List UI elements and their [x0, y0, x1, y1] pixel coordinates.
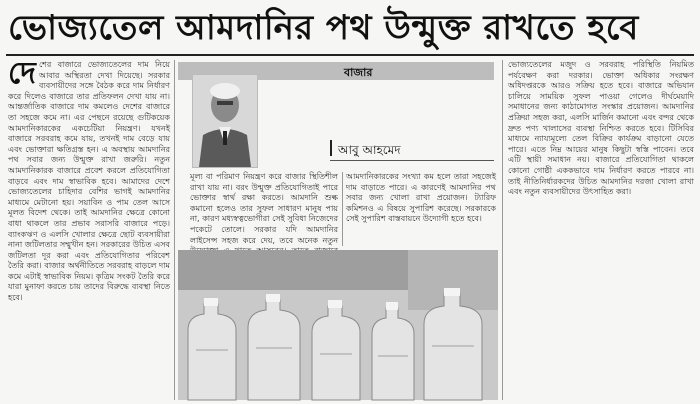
byline-rule [330, 160, 494, 161]
article-column-2 [190, 172, 338, 246]
column-divider [174, 60, 175, 400]
byline-bar [330, 140, 332, 156]
author-portrait [192, 74, 258, 168]
headline-rule [6, 54, 694, 56]
column-divider [502, 60, 503, 400]
bottles-icon [178, 250, 498, 400]
article-column-4 [508, 60, 694, 400]
article-column-3 [346, 172, 496, 246]
dropcap: দে [8, 56, 36, 91]
headline: ভোজ্যতেল আমদানির পথ উন্মুক্ত রাখতে হবে [8, 8, 639, 48]
column-3-text: আমদানিকারকের সংখ্যা কম হলে তারা সহজেই দাম বাড়াতে পারে। এ কারণেই আমদানির পথ সবার জন্য খোলা রাখা প্রয়োজন। ট্যারিফ কমিশনও এ বিষয়ে সুপারিশ করেছে। সরকারকে সেই সুপারিশ বাস্তবায়নে উদ্যোগী হতে হবে। [346, 172, 496, 224]
column-2-text: মূল্য বা পরিমাণ নিয়ন্ত্রণ করে বাজার স্থিতিশীল রাখা যায় না। বরং উন্মুক্ত প্রতিযোগিতাই পারে ভোক্তার স্বার্থ রক্ষা করতে। আমদানি শুল্ক কমানো হলেও তার সুফল সাধারণ মানুষ পায় না, কারণ মধ্যস্বত্বভোগীরা সেই সুবিধা নিজেদের পকেটে তোলে। সরকার যদি আমদানির লাইসেন্স সহজ করে দেয়, তবে অনেক নতুন [190, 172, 338, 245]
section-label: বাজার [344, 66, 373, 79]
column-1-text: শের বাজারে ভোজ্যতেলের দাম নিয়ে আবার অস্থিরতা দেখা দিয়েছে। সরকার ব্যবসায়ীদের সঙ্গে বৈঠক করে দাম নির্ধারণ করে দিলেও বাজারে তার প্রতিফলন দেখা যায় না। আন্তর্জাতিক বাজারে দাম কমলেও দেশের বাজারে তা সহজে কমে না। এর পেছনে রয়েছে গুটিকয়েক আমদানিকারকের একচেটিয়া নিয়ন্ত্রণ। যখনই বাজারে সরবরাহ কমে যায়, তখনই দাম বেড়ে যায় এবং ভোক্তারা ক্ষতিগ্রস্ত হন। এ অবস্থায় আমদানির পথ সবার জন্য উন্মুক্ত রাখা জরুরি। নতুন আমদানিকারক বাজারে প্রবেশ করলে প্রতিযোগিতা বাড়বে এবং দাম স্বাভাবিক হবে। আমাদের দেশে ভোজ্যতেলের চাহিদার বেশির ভাগই আমদানির মাধ্যমে মেটানো হয়। সয়াবিন ও পাম তেল আসে মূলত বিদেশ থেকে। তাই আমদানির ক্ষেত্রে কোনো বাধা থাকলে তার প্রভাব সরাসরি বাজারে পড়ে। ব্যাংকঋণ ও এলসি খোলার ক্ষেত্রে ছোট ব্যবসায়ীরা নানা জটিলতার সম্মুখীন হন। সরকারের উচিত এসব জটিলতা দূর করা এবং প্রতিযোগিতার পরিবেশ তৈরি করা। বাজার অর্থনীতিতে সরবরাহ বাড়লে দাম কমে এটাই স্বাভাবিক নিয়ম। কৃত্রিম সংকট তৈরি করে যারা মুনাফা করতে চায় তাদের বিরুদ্ধে ব্যবস্থা নিতে হবে। [8, 60, 170, 303]
column-4-text: ভোজ্যতেলের মজুদ ও সরবরাহ পরিস্থিতি নিয়মিত পর্যবেক্ষণ করা দরকার। ভোক্তা অধিকার সংরক্ষণ অধিদপ্তরকে আরও সক্রিয় হতে হবে। বাজারে অভিযান চালিয়ে সাময়িক সুফল পাওয়া গেলেও দীর্ঘমেয়াদি সমাধানের জন্য কাঠামোগত সংস্কার প্রয়োজন। আমদানির প্রক্রিয়া সহজ করা, এলসি মার্জিন কমানো এবং বন্দর থেকে দ্রুত পণ্য খালাসের ব্যবস্থা নিশ্চিত করতে হবে। টিসিবির মাধ্যমে ন্যায্যমূল্যে তেল বিক্রির কার্যক্রম বাড়ানো যেতে পারে। এতে নিম্ন আয়ের মানুষ কিছুটা স্বস্তি পাবেন। তবে এটি স্থায়ী সমাধান নয়। বাজারে প্রতিযোগিতা থাকলে কোনো গোষ্ঠী এককভাবে দাম নির্ধারণ করতে পারবে না। তাই নীতিনির্ধারকদের উচিত আমদানির দরজা খোলা রাখা এবং নতুন ব্যবসায়ীদের উৎসাহিত করা। [508, 60, 694, 197]
article-column-1 [8, 56, 170, 400]
oil-bottles-photo [178, 250, 498, 400]
byline: আবু আহমেদ [338, 143, 401, 157]
column-divider [342, 172, 343, 246]
portrait-icon [193, 75, 257, 167]
